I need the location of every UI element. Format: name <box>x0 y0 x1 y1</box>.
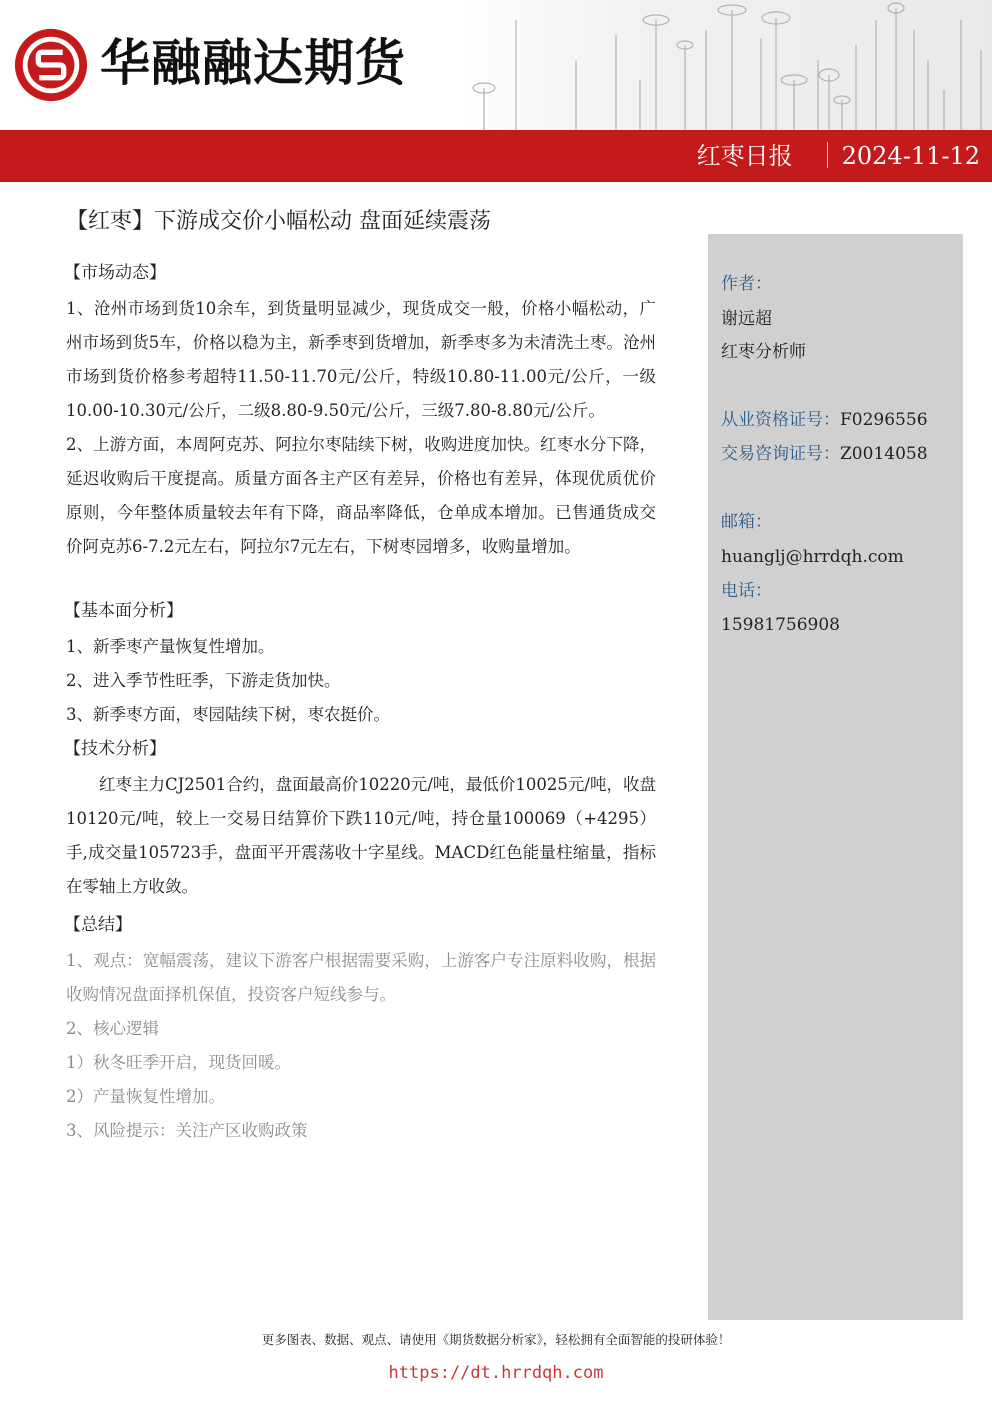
phone-label: 电话： <box>721 581 772 601</box>
email-address[interactable]: huanglj@hrrdqh.com <box>721 547 904 567</box>
consult-row <box>721 442 928 466</box>
cert-label: 从业资格证号： <box>721 410 840 430</box>
footer-promo: 更多图表、数据、观点、请使用《期货数据分析家》，轻松拥有全面智能的投研体验！ <box>261 1332 731 1347</box>
author-name: 谢远超 <box>721 309 772 329</box>
phone-number: 15981756908 <box>721 615 840 635</box>
section-title-fundamental: 【基本面分析】 <box>64 601 183 621</box>
header-decoration-icon <box>456 0 992 130</box>
footer-link[interactable]: https://dt.hrrdqh.com <box>388 1363 604 1383</box>
title-separator <box>827 142 828 168</box>
report-date: 2024-11-12 <box>841 142 980 170</box>
market-para-1: 1、沧州市场到货10余车，到货量明显减少，现货成交一般，价格小幅松动，广州市场到货5车，价格以稳为主，新季枣到货增加，新季枣多为未清洗土枣。沧州市场到货价格参考超特11.50-11.70元/公斤，特级10.80-11.00元/公斤，一级10.00-10.30元/公斤，二级8.80-9.50元/公斤，三级7.80-8.80元/公斤。 <box>66 299 656 420</box>
report-title-bar <box>0 130 992 182</box>
email-label: 邮箱： <box>721 512 772 532</box>
consult-label: 交易咨询证号： <box>721 444 840 464</box>
market-para-2: 2、上游方面，本周阿克苏、阿拉尔枣陆续下树，收购进度加快。红枣水分下降，延迟收购后干度提高。质量方面各主产区有差异，价格也有差异，体现优质优价原则，今年整体质量较去年有下降，商品率降低，仓单成本增加。已售通货成交价阿克苏6-7.2元左右，阿拉尔7元左右，下树枣园增多，收购量增加。 <box>66 435 656 556</box>
summary-logic-2: 2）产量恢复性增加。 <box>66 1087 225 1106</box>
fundamental-item-1: 1、新季枣产量恢复性增加。 <box>66 637 275 656</box>
summary-risk: 3、风险提示：关注产区收购政策 <box>66 1121 308 1140</box>
company-logo-icon <box>12 26 90 104</box>
fundamental-item-3: 3、新季枣方面，枣园陆续下树，枣农挺价。 <box>66 705 390 724</box>
section-title-technical: 【技术分析】 <box>64 739 166 759</box>
cert-row <box>721 408 928 432</box>
fundamental-item-2: 2、进入季节性旺季，下游走货加快。 <box>66 671 341 690</box>
summary-view: 1、观点：宽幅震荡，建议下游客户根据需要采购，上游客户专注原料收购，根据收购情况盘面择机保值，投资客户短线参与。 <box>66 951 656 1004</box>
summary-logic-title: 2、核心逻辑 <box>66 1019 159 1038</box>
report-title-group <box>697 140 980 172</box>
consult-number: Z0014058 <box>840 444 928 464</box>
technical-para: 红枣主力CJ2501合约，盘面最高价10220元/吨，最低价10025元/吨，收盘10120元/吨，较上一交易日结算价下跌110元/吨，持仓量100069（+4295）手,成交量105723手，盘面平开震荡收十字星线。MACD红色能量柱缩量，指标在零轴上方收敛。 <box>66 775 656 896</box>
spacer <box>66 564 656 596</box>
page-header <box>0 0 992 130</box>
author-title: 红枣分析师 <box>721 342 806 362</box>
author-label: 作者： <box>721 274 772 294</box>
author-sidebar <box>708 234 963 1320</box>
cert-number: F0296556 <box>840 410 928 430</box>
report-name: 红枣日报 <box>696 142 793 170</box>
section-title-summary: 【总结】 <box>64 915 132 935</box>
summary-logic-1: 1）秋冬旺季开启，现货回暖。 <box>66 1053 291 1072</box>
headline: 【红枣】下游成交价小幅松动 盘面延续震荡 <box>66 209 491 234</box>
section-title-market: 【市场动态】 <box>64 263 166 283</box>
brand-name: 华融融达期货 <box>100 34 406 92</box>
report-body <box>66 258 656 1148</box>
